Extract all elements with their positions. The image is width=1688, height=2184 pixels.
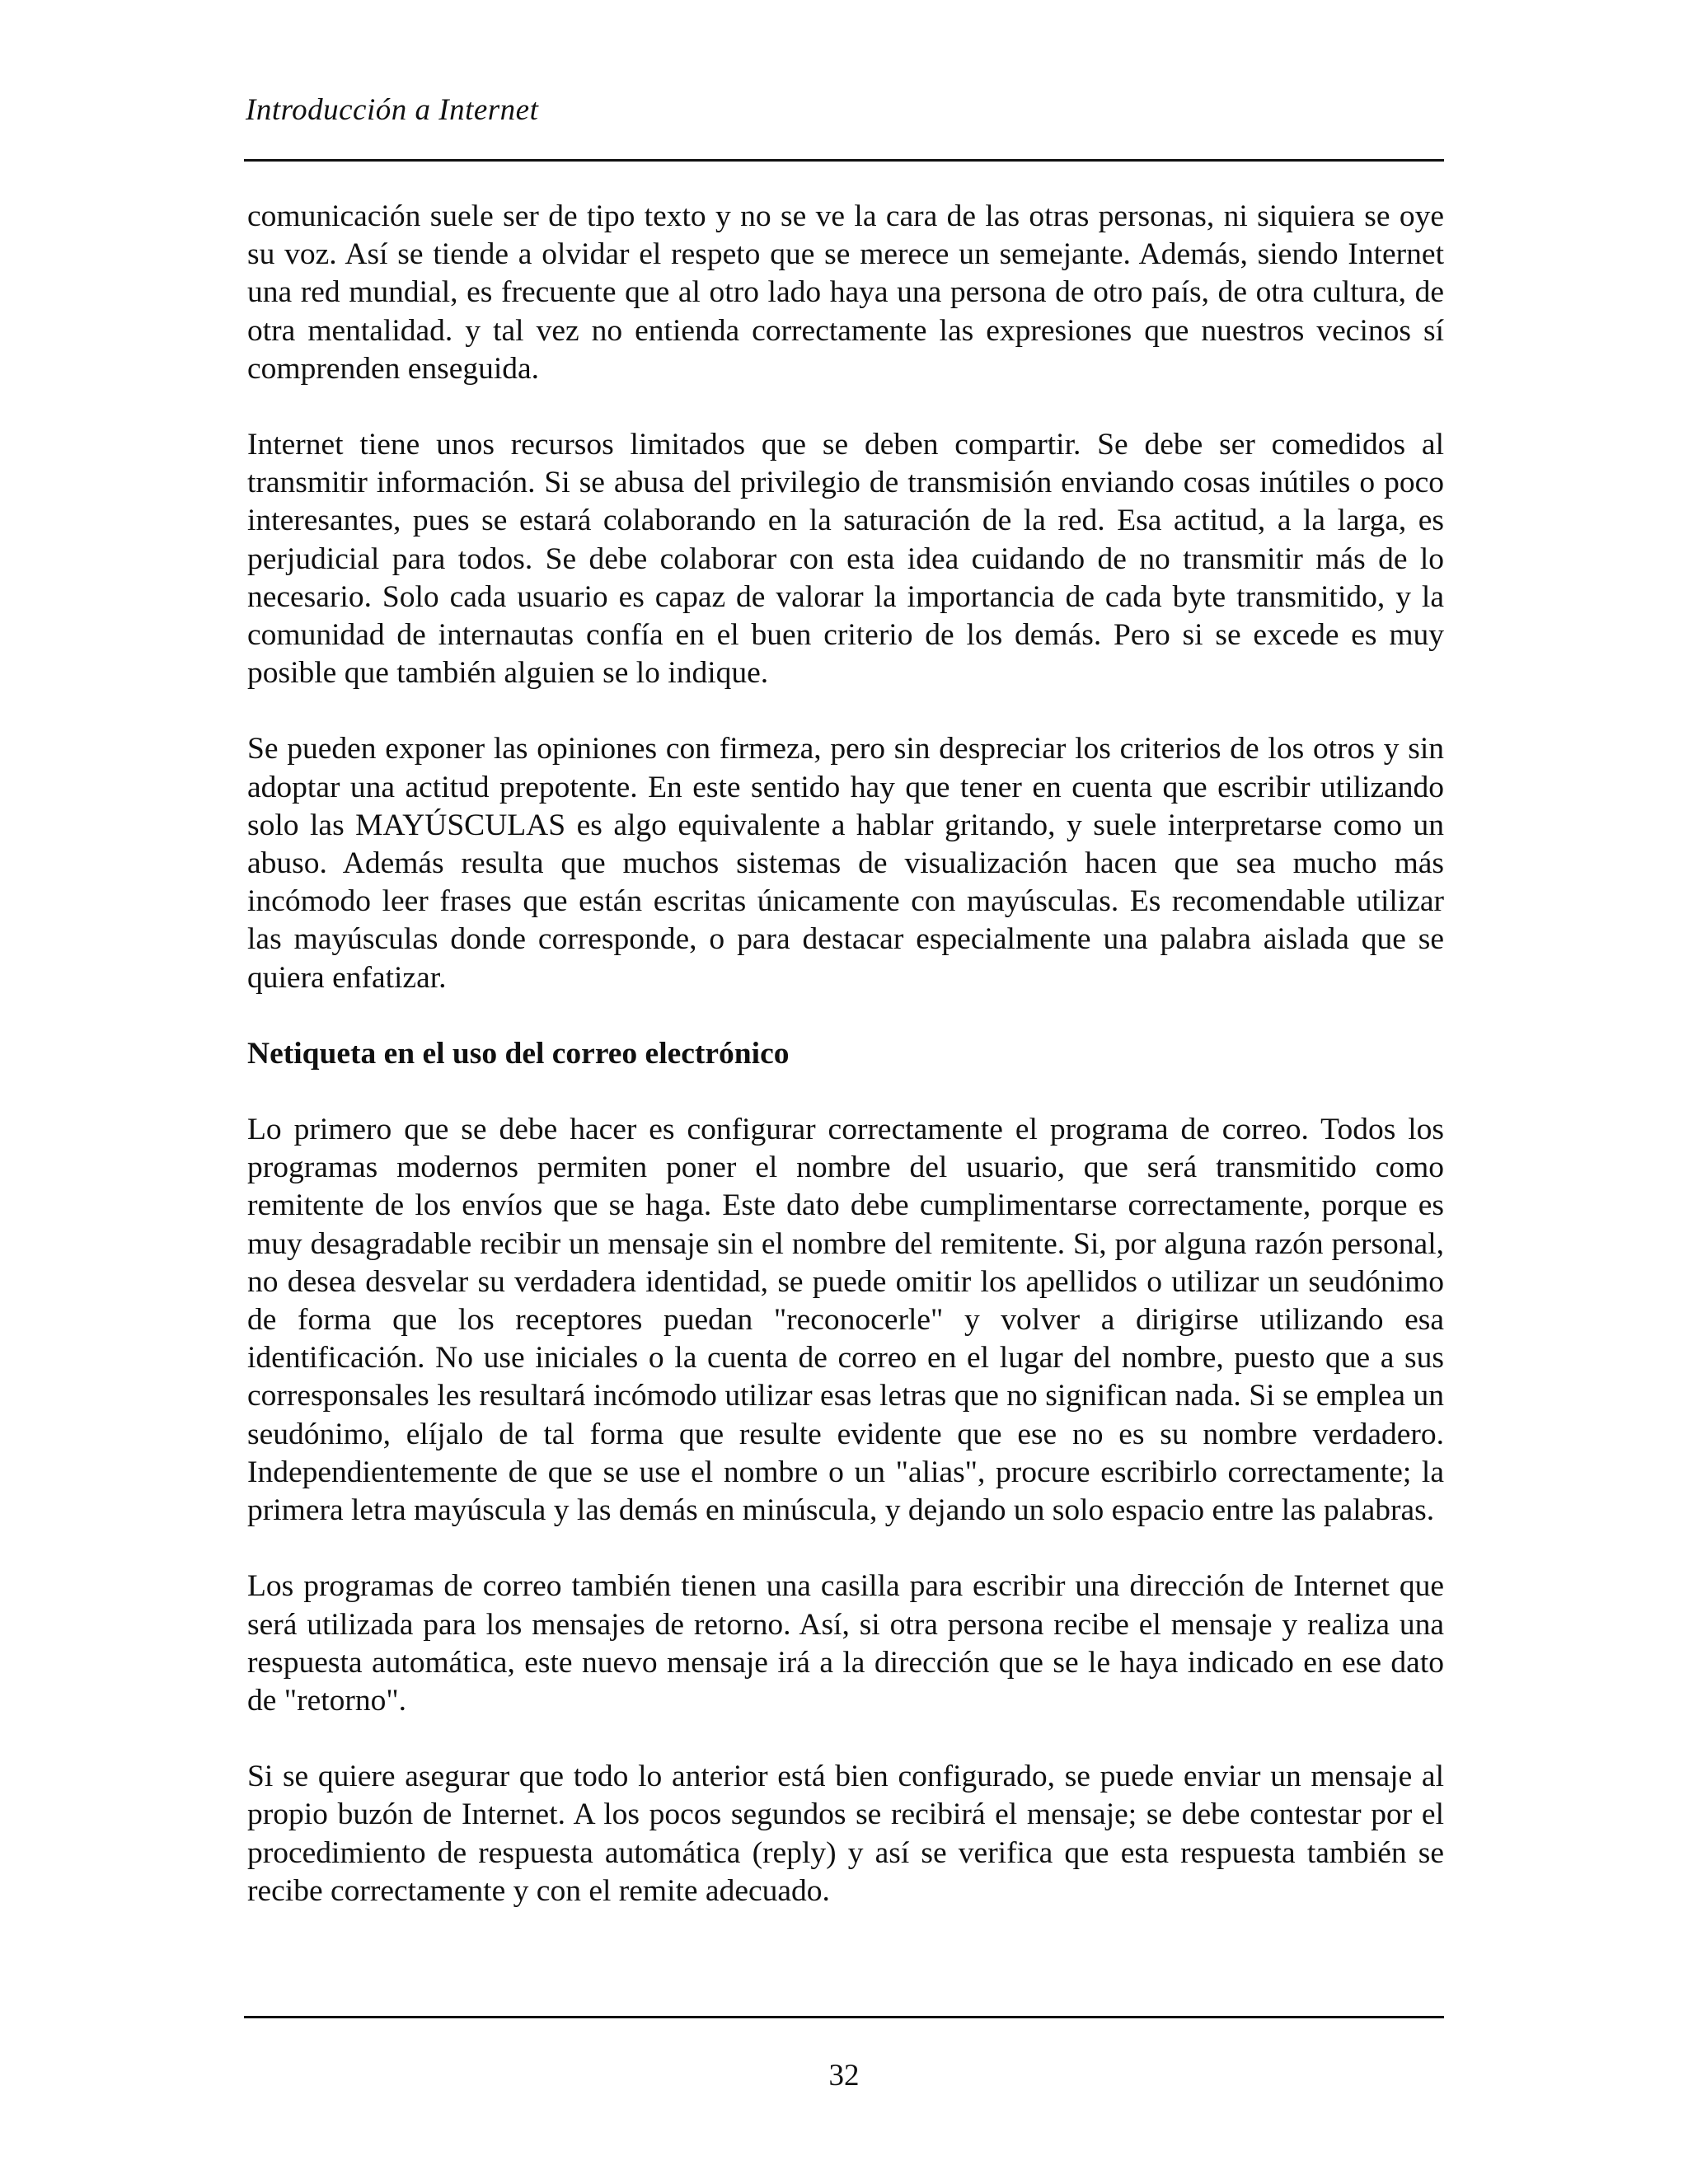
- paragraph-4: Lo primero que se debe hacer es configurar correctamente el programa de correo. Todos los programas modernos permiten poner el nombre del usuario, que será transmitido como remitente de los envíos que se haga. Este dato debe cumplimentarse correctamente, porque es muy desagradable recibir un mensaje sin el nombre del remitente. Si, por alguna razón personal, no desea desvelar su verdadera identidad, se puede omitir los apellidos o utilizar un seudónimo de forma que los receptores puedan "reconocerle" y volver a dirigirse utilizando esa identificación. No use iniciales o la cuenta de correo en el lugar del nombre, puesto que a sus corresponsales les resultará incómodo utilizar esas letras que no significan nada. Si se emplea un seudónimo, elíjalo de tal forma que resulte evidente que ese no es su nombre verdadero. Independientemente de que se use el nombre o un "alias", procure escribirlo correctamente; la primera letra mayúscula y las demás en minúscula, y dejando un solo espacio entre las palabras.: [247, 1113, 1444, 1528]
- page-body: [247, 198, 1444, 1948]
- paragraph-5: Los programas de correo también tienen una casilla para escribir una dirección de Internet que será utilizada para los mensajes de retorno. Así, si otra persona recibe el mensaje y realiza una respuesta automática, este nuevo mensaje irá a la dirección que se le haya indicado en ese dato de "retorno".: [247, 1569, 1444, 1718]
- page-number: 32: [828, 2059, 860, 2093]
- paragraph-6: Si se quiere asegurar que todo lo anterior está bien configurado, se puede enviar un mensaje al propio buzón de Internet. A los pocos segundos se recibirá el mensaje; se debe contestar por el procedimiento de respuesta automática (reply) y así se verifica que esta respuesta también se recibe correctamente y con el remite adecuado.: [247, 1760, 1444, 1908]
- header-rule: [244, 159, 1444, 162]
- footer-rule: [244, 2016, 1444, 2018]
- section-heading: Netiqueta en el uso del correo electrónico: [247, 1036, 790, 1071]
- paragraph-3: Se pueden exponer las opiniones con firmeza, pero sin despreciar los criterios de los otros y sin adoptar una actitud prepotente. En este sentido hay que tener en cuenta que escribir utilizando solo las MAYÚSCULAS es algo equivalente a hablar gritando, y suele interpretarse como un abuso. Además resulta que muchos sistemas de visualización hacen que sea mucho más incómodo leer frases que están escritas únicamente con mayúsculas. Es recomendable utilizar las mayúsculas donde corresponde, o para destacar especialmente una palabra aislada que se quiera enfatizar.: [247, 732, 1444, 995]
- paragraph-1: comunicación suele ser de tipo texto y no se ve la cara de las otras personas, ni siquiera se oye su voz. Así se tiende a olvidar el respeto que se merece un semejante. Además, siendo Internet una red mundial, es frecuente que al otro lado haya una persona de otro país, de otra cultura, de otra mentalidad. y tal vez no entienda correctamente las expresiones que nuestros vecinos sí comprenden enseguida.: [247, 199, 1444, 386]
- running-header-title: Introducción a Internet: [246, 93, 539, 127]
- paragraph-2: Internet tiene unos recursos limitados que se deben compartir. Se debe ser comedidos al transmitir información. Si se abusa del privilegio de transmisión enviando cosas inútiles o poco interesantes, pues se estará colaborando en la saturación de la red. Esa actitud, a la larga, es perjudicial para todos. Se debe colaborar con esta idea cuidando de no transmitir más de lo necesario. Solo cada usuario es capaz de valorar la importancia de cada byte transmitido, y la comunidad de internautas confía en el buen criterio de los demás. Pero si se excede es muy posible que también alguien se lo indique.: [247, 428, 1444, 691]
